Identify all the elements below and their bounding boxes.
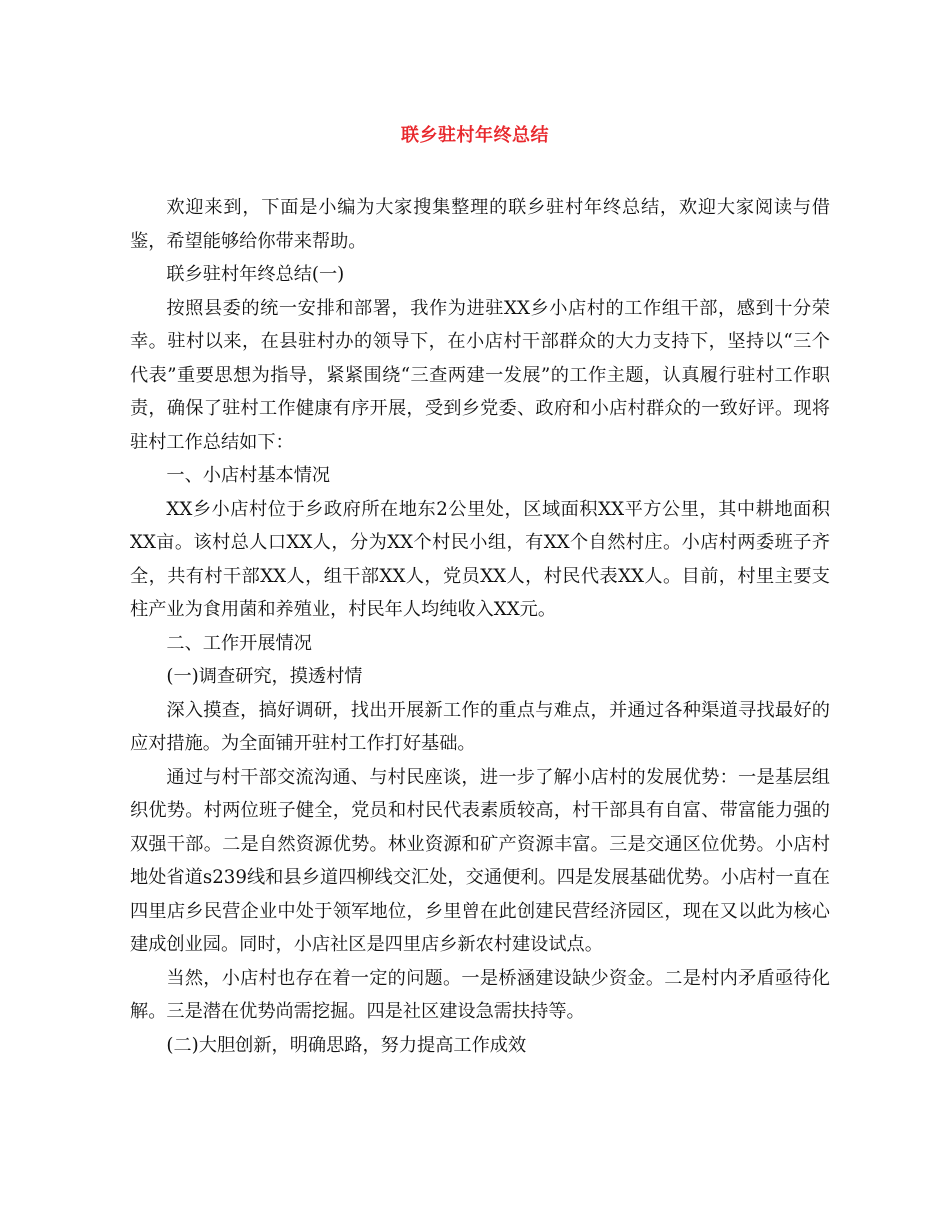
section-heading: 一、小店村基本情况 [166, 465, 331, 486]
paragraph: 当然，小店村也存在着一定的问题。一是桥涵建设缺少资金。二是村内矛盾亟待化解。三是潜在优势尚需挖掘。四是社区建设急需扶持等。 [130, 967, 830, 1022]
document-title: 联乡驻村年终总结 [401, 125, 549, 146]
subsection-heading: (二)大胆创新，明确思路，努力提高工作成效 [166, 1034, 527, 1056]
section-heading: 二、工作开展情况 [166, 632, 312, 654]
paragraph: 通过与村干部交流沟通、与村民座谈，进一步了解小店村的发展优势：一是基层组织优势。村两位班子健全，党员和村民代表素质较高，村干部具有自富、带富能力强的双强干部。二是自然资源优势。林业资源和矿产资源丰富。三是交通区位优势。小店村地处省道s239线和县乡道四柳线交汇处，交通便利。四是发展基础优势。小店村一直在四里店乡民营企业中处于领军地位，乡里曾在此创建民营经济园区，现在又以此为核心建成创业园。同时，小店社区是四里店乡新农村建设试点。 [130, 766, 830, 955]
paragraph: 深入摸查，搞好调研，找出开展新工作的重点与难点，并通过各种渠道寻找最好的应对措施。为全面铺开驻村工作打好基础。 [130, 699, 830, 754]
subsection-heading: (一)调查研究，摸透村情 [166, 666, 363, 687]
paragraph: XX乡小店村位于乡政府所在地东2公里处，区域面积XX平方公里，其中耕地面积XX亩。该村总人口XX人，分为XX个村民小组，有XX个自然村庄。小店村两委班子齐全，共有村干部XX人，组干部XX人，党员XX人，村民代表XX人。目前，村里主要支柱产业为食用菌和养殖业，村民年人均纯收入XX元。 [130, 498, 830, 620]
section-heading: 联乡驻村年终总结(一) [166, 264, 345, 285]
paragraph-intro: 欢迎来到，下面是小编为大家搜集整理的联乡驻村年终总结，欢迎大家阅读与借鉴，希望能够给你带来帮助。 [130, 197, 830, 252]
paragraph: 按照县委的统一安排和部署，我作为进驻XX乡小店村的工作组干部，感到十分荣幸。驻村以来，在县驻村办的领导下，在小店村干部群众的大力支持下，坚持以“三个代表”重要思想为指导，紧紧围绕“三查两建一发展”的工作主题，认真履行驻村工作职责，确保了驻村工作健康有序开展，受到乡党委、政府和小店村群众的一致好评。现将驻村工作总结如下： [130, 297, 830, 453]
document-body [130, 191, 830, 1062]
